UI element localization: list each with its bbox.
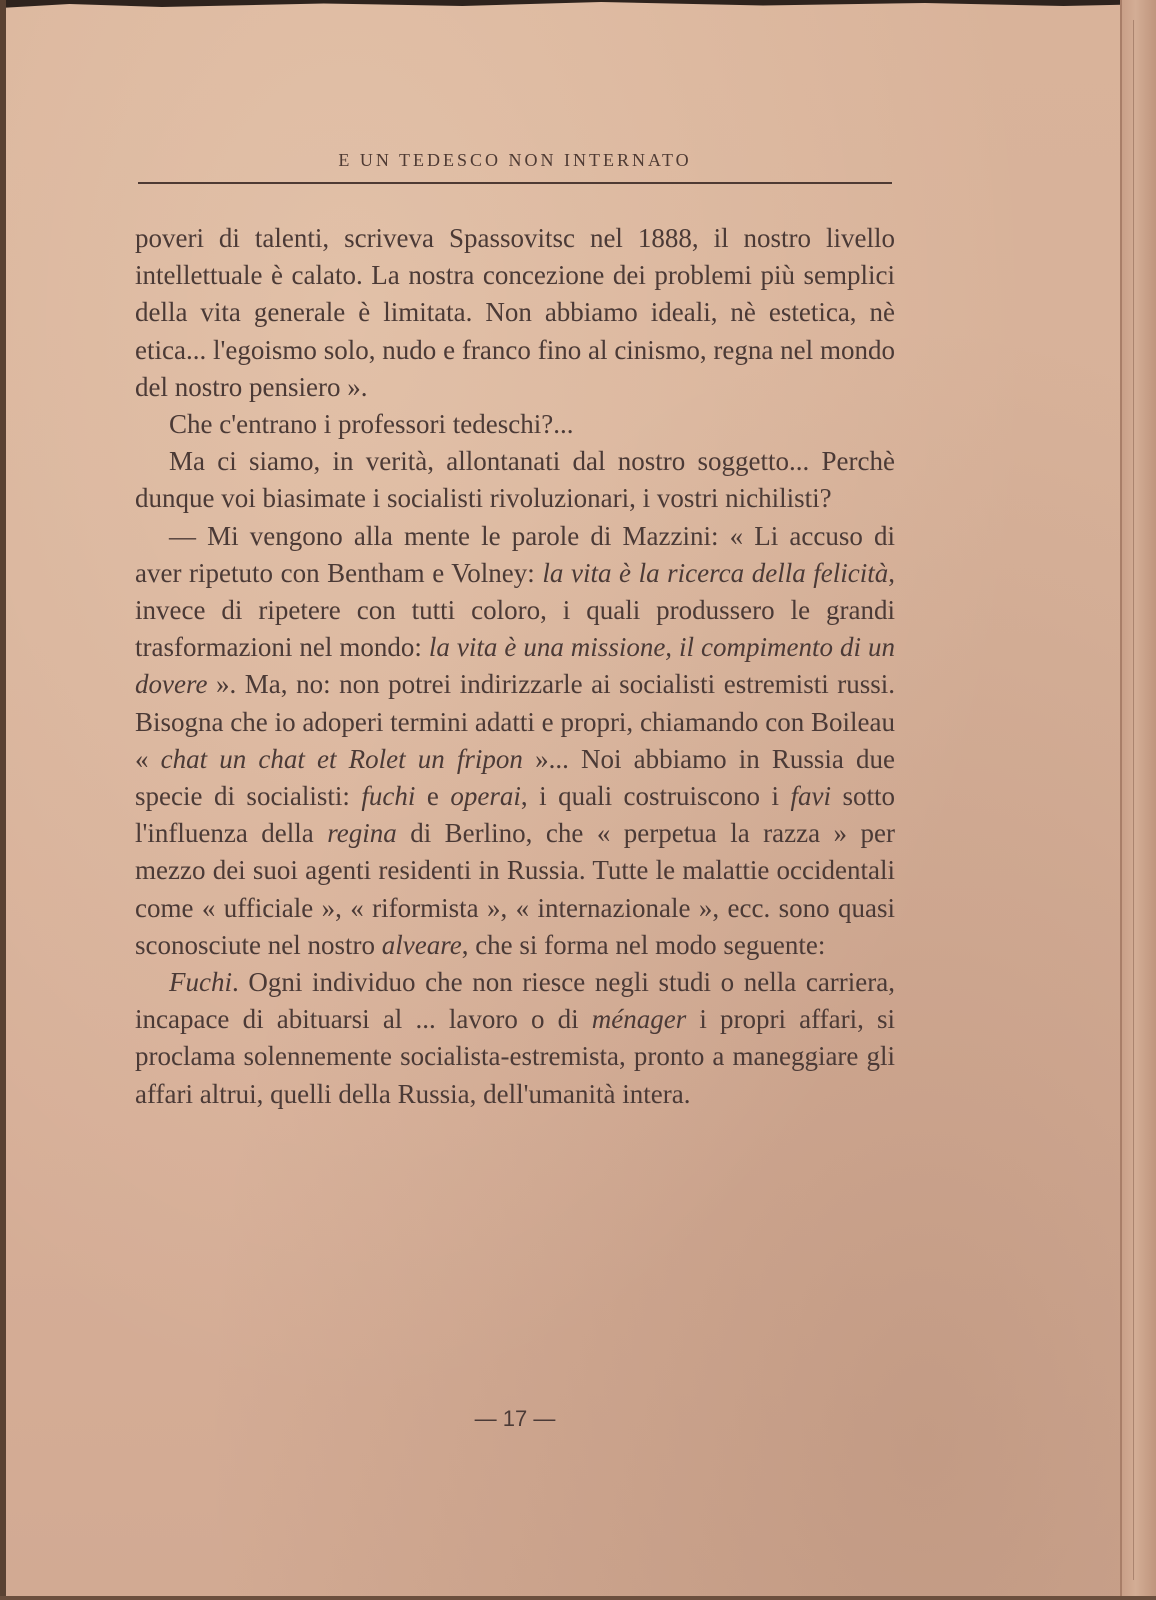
italic-text: fuchi bbox=[361, 781, 416, 812]
text-run: »... Noi abbiamo in Russia due specie di socialisti: bbox=[135, 743, 895, 812]
text-run: poveri di talenti, scriveva Spassovitsc nel 1888, il nostro livello intellettuale è calato. La nostra concezione dei problemi più semplici della vita generale è limitata. Non abbiamo ideali, nè estetica, nè etica... l'egoismo solo, nudo e franco fino al cinismo, regna nel mondo del nostro pensiero ». bbox=[135, 223, 895, 402]
page-top-edge bbox=[0, 0, 1156, 10]
text-run: ». Ma, no: non potrei indirizzarle ai socialisti estremisti russi. Bisogna che io adoperi termini adatti e propri, chiamando con Boileau « bbox=[135, 669, 895, 774]
italic-text: operai bbox=[450, 781, 521, 812]
paragraph bbox=[135, 406, 895, 443]
paragraph bbox=[135, 220, 895, 406]
italic-text: la vita è una missione, il compimento di un dovere bbox=[135, 632, 895, 700]
text-run: di Berlino, che « perpetua la razza » per mezzo dei suoi agenti residenti in Russia. Tutte le malattie occidentali come « ufficiale », « riformista », « internazionale », ecc. sono quasi sconosciute nel nostro bbox=[135, 818, 895, 960]
text-run: Che c'entrano i professori tedeschi?... bbox=[169, 409, 574, 440]
text-run: . Ogni individuo che non riesce negli studi o nella carriera, incapace di abituarsi al ... lavoro o di bbox=[135, 967, 895, 1035]
page-left-edge bbox=[0, 0, 6, 1600]
body-text bbox=[135, 220, 895, 1113]
italic-text: regina bbox=[327, 818, 397, 849]
text-run: e bbox=[415, 781, 451, 812]
header-rule bbox=[138, 182, 892, 184]
text-run: , i quali costruiscono i bbox=[520, 781, 791, 812]
binding-line bbox=[1133, 20, 1134, 1580]
text-run: — Mi vengono alla mente le parole di Mazzini: « Li accuso di aver ripetuto con Bentham e Volney: bbox=[135, 520, 895, 588]
italic-text: la vita è la ricerca della felicità bbox=[542, 557, 889, 588]
text-run: , invece di ripetere con tutti coloro, i quali produssero le grandi trasformazioni nel mondo: bbox=[135, 557, 895, 663]
page-binding-edge bbox=[1120, 0, 1156, 1600]
text-run: i propri affari, si proclama solennemente socialista-estremista, pronto a maneggiare gli affari altrui, quelli della Russia, dell'umanità intera. bbox=[135, 1004, 896, 1109]
page-number: — 17 — bbox=[474, 1406, 556, 1431]
text-run: , che si forma nel modo seguente: bbox=[461, 929, 826, 960]
running-head: E UN TEDESCO NON INTERNATO bbox=[338, 150, 692, 170]
italic-text: Fuchi bbox=[169, 967, 232, 998]
text-run: sotto l'influenza della bbox=[135, 781, 895, 849]
paragraph bbox=[135, 964, 895, 1113]
italic-text: favi bbox=[790, 781, 831, 812]
page-bottom-edge bbox=[0, 1596, 1156, 1600]
italic-text: ménager bbox=[591, 1004, 687, 1035]
paragraph bbox=[135, 518, 895, 964]
italic-text: chat un chat et Rolet un fripon bbox=[160, 743, 523, 774]
paragraph bbox=[135, 443, 895, 517]
italic-text: alveare bbox=[381, 929, 462, 960]
text-run: Ma ci siamo, in verità, allontanati dal nostro soggetto... Perchè dunque voi biasimate i socialisti rivoluzionari, i vostri nichilisti? bbox=[135, 446, 895, 514]
